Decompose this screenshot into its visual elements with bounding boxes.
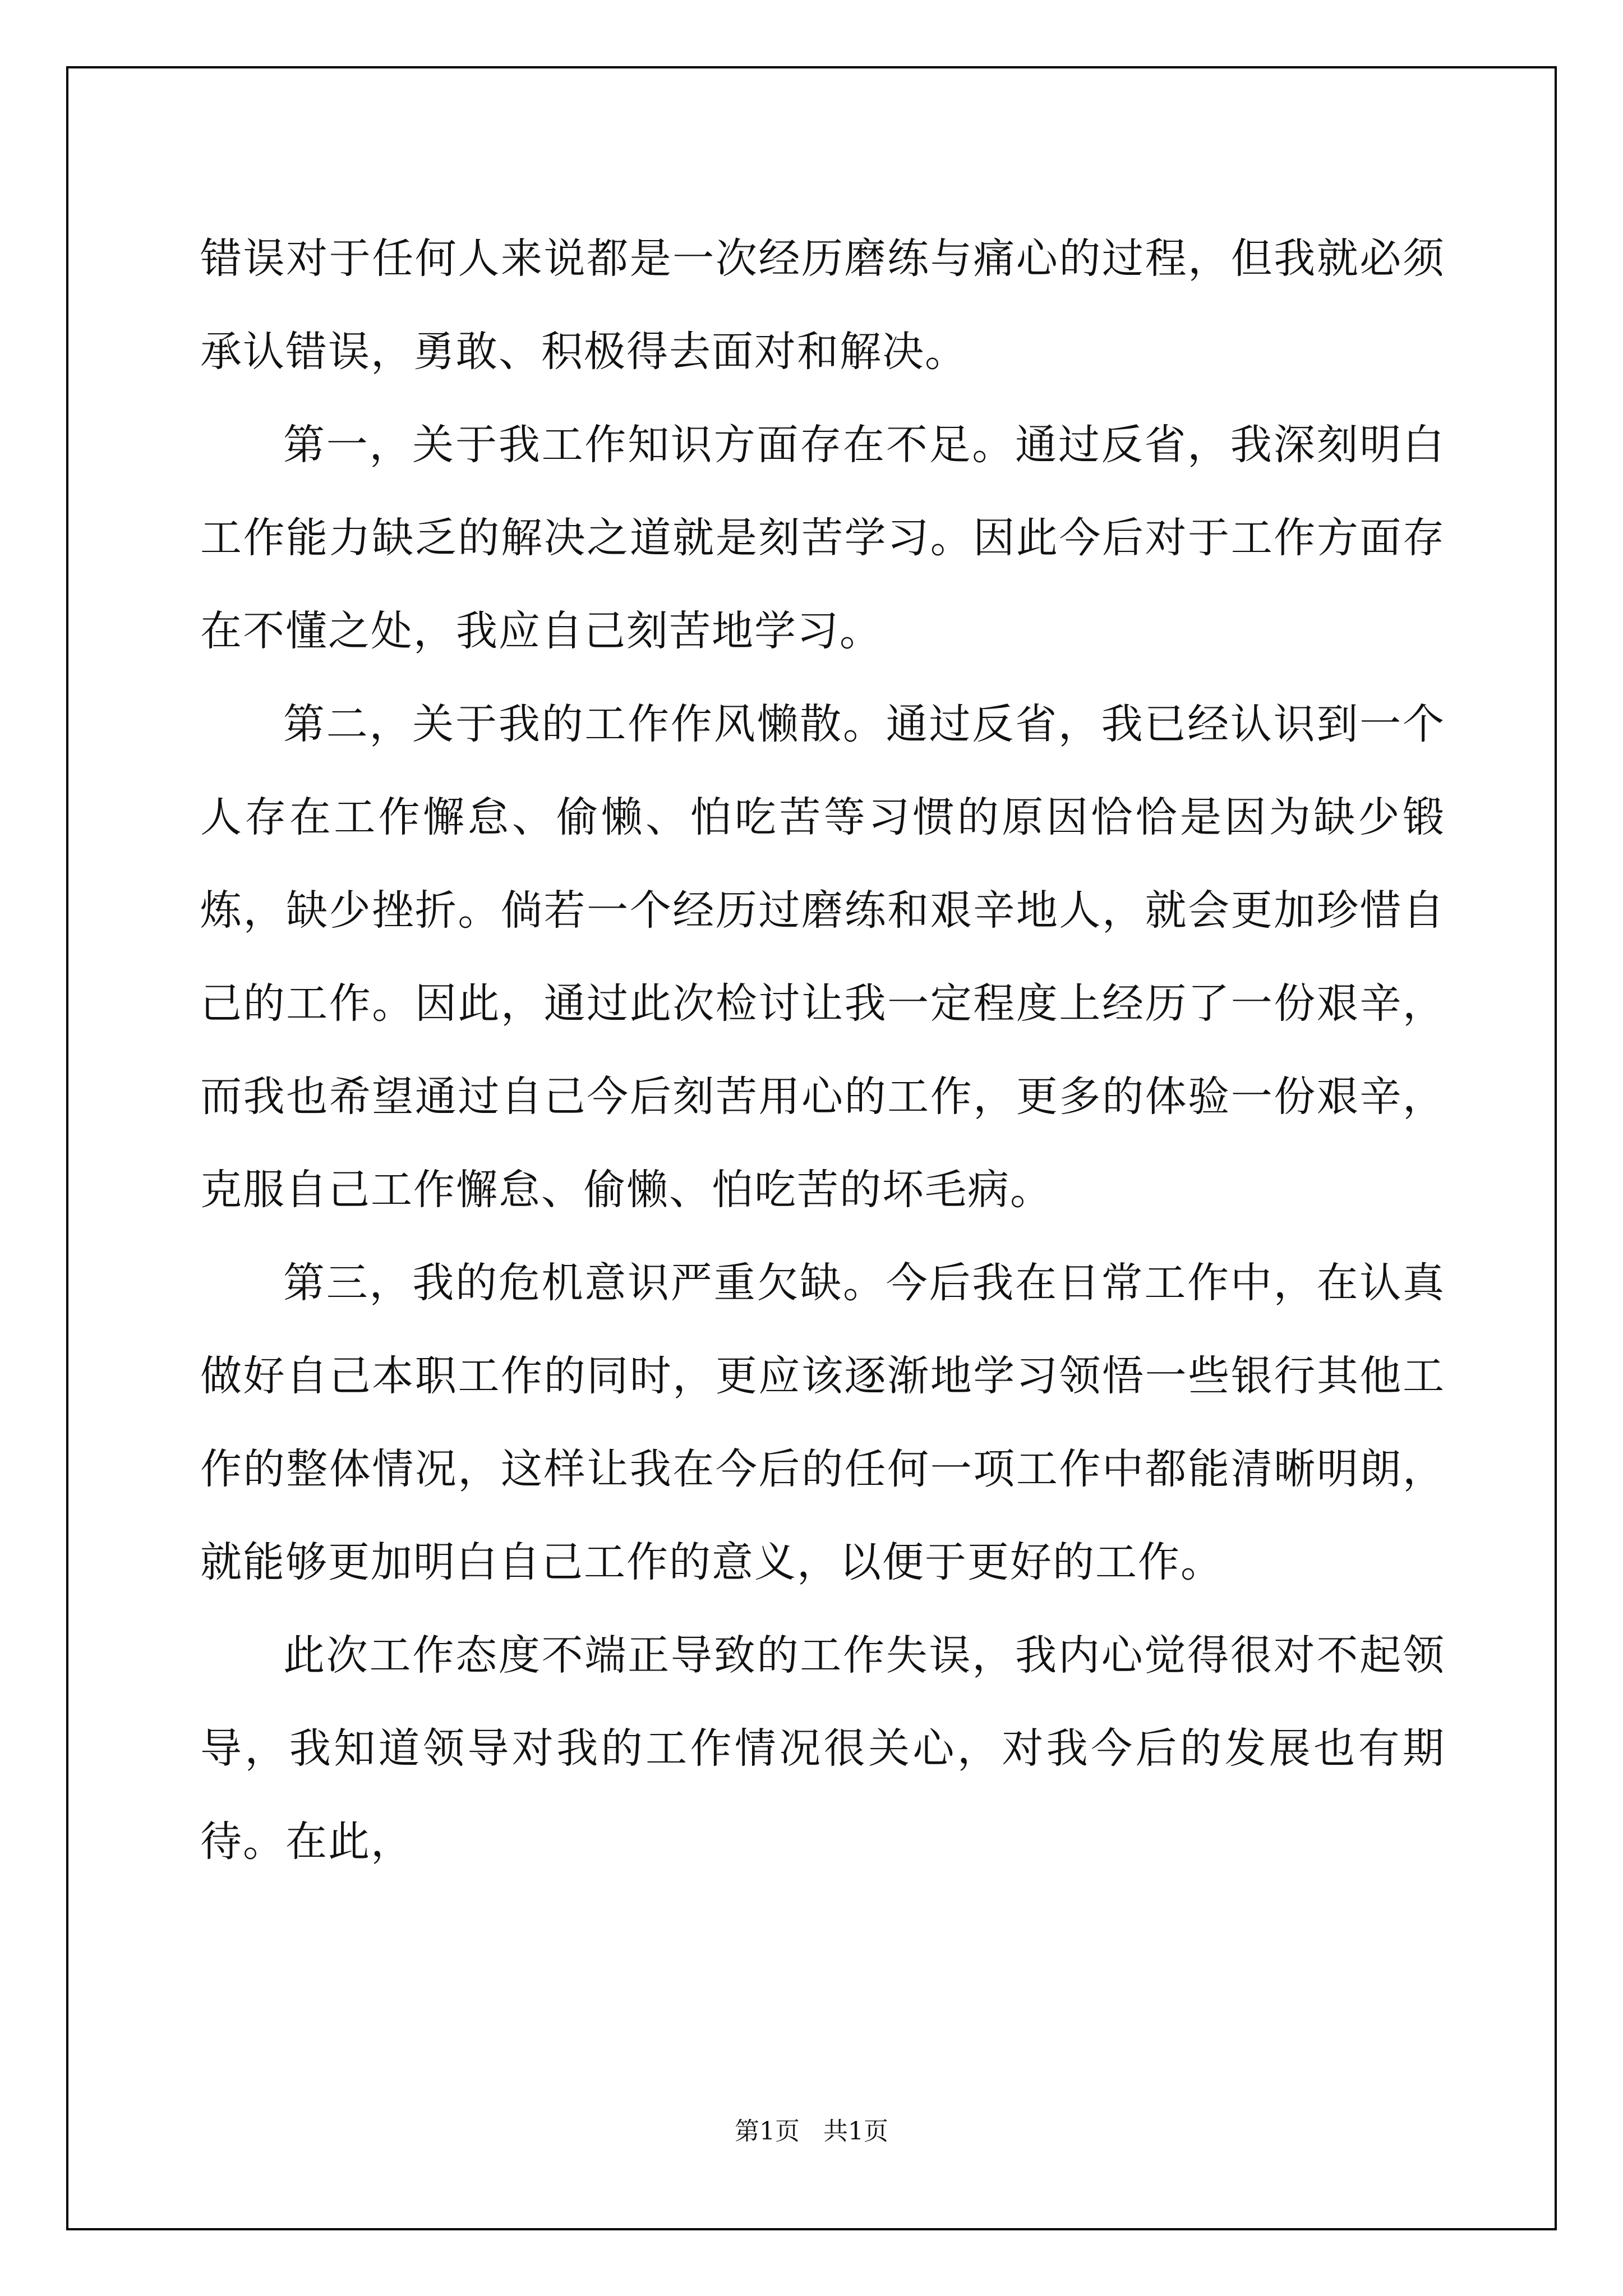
paragraph-point-one: 第一，关于我工作知识方面存在不足。通过反省，我深刻明白工作能力缺乏的解决之道就是刻苦学习。因此今后对于工作方面存在不懂之处，我应自己刻苦地学习。 [200, 421, 1445, 655]
page-number: 第1页 [735, 2117, 800, 2146]
paragraph-point-three: 第三，我的危机意识严重欠缺。今后我在日常工作中，在认真做好自己本职工作的同时，更应该逐渐地学习领悟一些银行其他工作的整体情况，这样让我在今后的任何一项工作中都能清晰明朗，就能够更加明白自己工作的意义，以便于更好的工作。 [200, 1259, 1445, 1586]
paragraph-closing: 此次工作态度不端正导致的工作失误，我内心觉得很对不起领导，我知道领导对我的工作情况很关心，对我今后的发展也有期待。在此， [200, 1631, 1445, 1866]
page-total: 共1页 [823, 2117, 888, 2146]
document-body [200, 212, 1445, 1888]
paragraph-point-two: 第二，关于我的工作作风懒散。通过反省，我已经认识到一个人存在工作懈怠、偷懒、怕吃苦等习惯的原因恰恰是因为缺少锻炼，缺少挫折。倘若一个经历过磨练和艰辛地人，就会更加珍惜自己的工作。因此，通过此次检讨让我一定程度上经历了一份艰辛，而我也希望通过自己今后刻苦用心的工作，更多的体验一份艰辛，克服自己工作懈怠、偷懒、怕吃苦的坏毛病。 [200, 700, 1445, 1214]
paragraph-continuation: 错误对于任何人来说都是一次经历磨练与痛心的过程，但我就必须承认错误，勇敢、积极得去面对和解决。 [200, 234, 1445, 376]
page-footer [0, 2115, 1623, 2148]
